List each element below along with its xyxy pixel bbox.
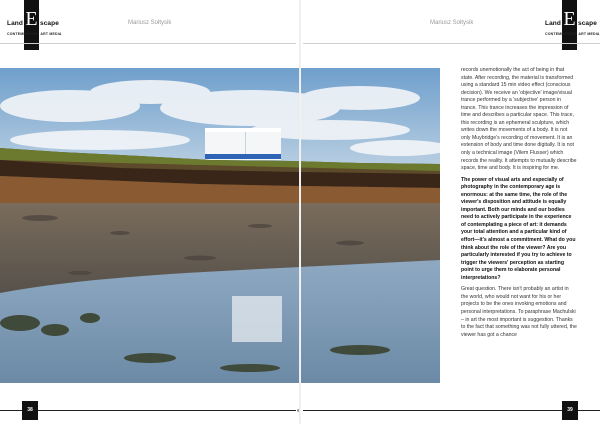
header-rule-right (303, 43, 600, 44)
page-number-right: 39 (562, 401, 578, 420)
logo-word-land: Land (545, 20, 561, 27)
page-number-left: 38 (22, 401, 38, 420)
spine-fold (299, 0, 301, 424)
magazine-logo-left (7, 0, 62, 52)
logo-letter: E (25, 8, 38, 30)
magazine-logo-right (545, 0, 600, 52)
photo-illustration (0, 68, 440, 383)
article-paragraph: records unemotionally the act of being in that state. After recording, the material is transformed using a standard 15 min video effect (conscious decision). We receive an 'objective' image/visual trance performed by a 'subjective' person in trance. This trance increases the impression of time and describes a particular space. This trace, this recording is an ephemeral sculpture, which writes down the movements of a body. It is not only Muybridge's recording of movement. It is an extension of body and time done digitally. It is not only a technical image (Vilem Flusser) which records the reality. It attempts to mutually describe space, time and body. It is inspiring for me. (461, 67, 577, 172)
footer-rule-right (303, 410, 600, 411)
header-rule-left (0, 43, 296, 44)
logo-word-land: Land (7, 20, 23, 27)
article-paragraph: Great question. There isn't probably an artist in the world, who would not want for his or her projects to be the ones invoking emotions and personal interpretations. To paraphrase Machulski – in art the most important is suggestion. Thanks to the fact that something was not fully uttered, the viewer has got a chance (461, 286, 577, 338)
logo-word-scape: scape (578, 20, 597, 27)
article-text-column (461, 67, 577, 343)
landscape-photograph (0, 68, 440, 383)
logo-word-scape: scape (40, 20, 59, 27)
footer-rule-left (0, 410, 296, 411)
author-name-right: Mariusz Sołtysik (430, 20, 474, 26)
author-name-left: Mariusz Sołtysik (128, 20, 172, 26)
logo-letter: E (563, 8, 576, 30)
logo-tagline: CONTEMPORARY ART MEDIA (545, 32, 600, 36)
interview-question: The power of visual arts and especially of photography in the contemporary age is enormous: at the same time, the role of the viewer's disposition and attitude is equally important. Both our minds and our bodies need to actively participate in the experience of contemplating a piece of art: it demands your total attention and a particular kind of effort—it's almost a commitment. What do you think about the role of the viewer? Are you particularly interested if you try to achieve to trigger the viewers' perception as starting point to urge them to elaborate personal interpretations? (461, 176, 576, 281)
logo-tagline: CONTEMPORARY ART MEDIA (7, 32, 62, 36)
